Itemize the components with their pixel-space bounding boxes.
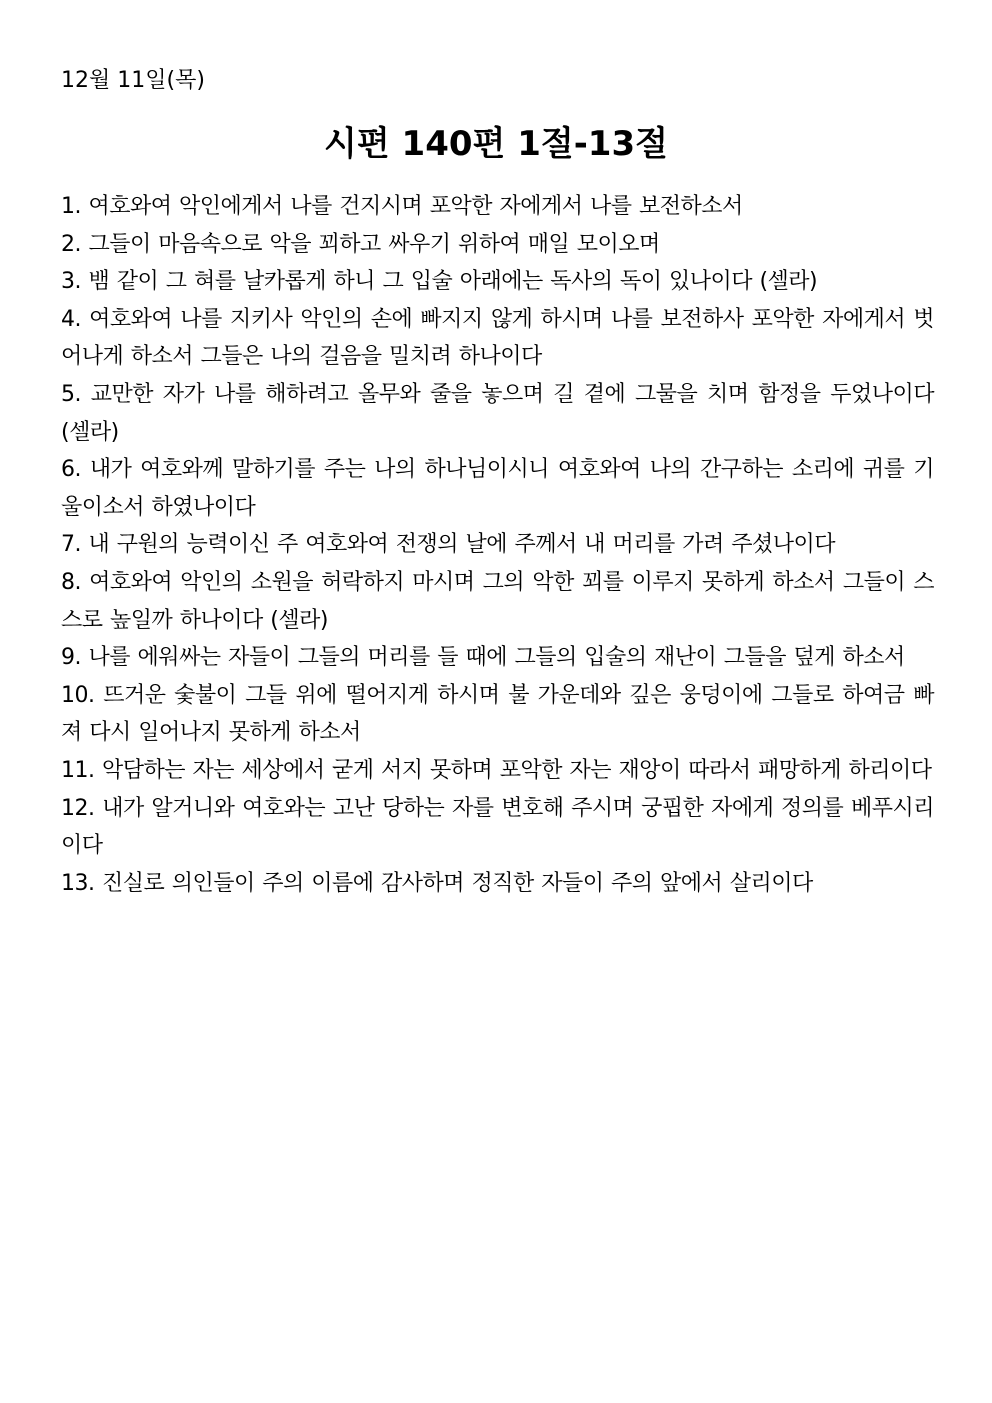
verse-4: 4. 여호와여 나를 지키사 악인의 손에 빠지지 않게 하시며 나를 보전하사 포악한 자에게서 벗어나게 하소서 그들은 나의 걸음을 밀치려 하나이다 <box>61 306 934 370</box>
verse-10: 10. 뜨거운 숯불이 그들 위에 떨어지게 하시며 불 가운데와 깊은 웅덩이에 그들로 하여금 빠져 다시 일어나지 못하게 하소서 <box>61 682 934 746</box>
verse-5: 5. 교만한 자가 나를 해하려고 올무와 줄을 놓으며 길 곁에 그물을 치며 함정을 두었나이다 (셀라) <box>61 381 934 445</box>
verse-3: 3. 뱀 같이 그 혀를 날카롭게 하니 그 입술 아래에는 독사의 독이 있나이다 (셀라) <box>61 269 818 295</box>
verse-6: 6. 내가 여호와께 말하기를 주는 나의 하나님이시니 여호와여 나의 간구하는 소리에 귀를 기울이소서 하였나이다 <box>61 457 934 520</box>
verse-12: 12. 내가 알거니와 여호와는 고난 당하는 자를 변호해 주시며 궁핍한 자에게 정의를 베푸시리이다 <box>61 795 934 859</box>
verse-9: 9. 나를 에워싸는 자들이 그들의 머리를 들 때에 그들의 입술의 재난이 그들을 덮게 하소서 <box>61 645 905 671</box>
page-title: 시편 140편 1절-13절 <box>324 124 668 164</box>
date-heading: 12월 11일(목) <box>61 68 205 93</box>
verse-list <box>61 188 934 902</box>
verse-2: 2. 그들이 마음속으로 악을 꾀하고 싸우기 위하여 매일 모이오며 <box>61 231 660 257</box>
verse-7: 7. 내 구원의 능력이신 주 여호와여 전쟁의 날에 주께서 내 머리를 가려 주셨나이다 <box>61 532 835 558</box>
verse-8: 8. 여호와여 악인의 소원을 허락하지 마시며 그의 악한 꾀를 이루지 못하게 하소서 그들이 스스로 높일까 하나이다 (셀라) <box>61 569 934 633</box>
verse-1: 1. 여호와여 악인에게서 나를 건지시며 포악한 자에게서 나를 보전하소서 <box>61 194 743 219</box>
verse-13: 13. 진실로 의인들이 주의 이름에 감사하며 정직한 자들이 주의 앞에서 살리이다 <box>61 870 813 896</box>
verse-11: 11. 악담하는 자는 세상에서 굳게 서지 못하며 포악한 자는 재앙이 따라서 패망하게 하리이다 <box>61 757 932 783</box>
